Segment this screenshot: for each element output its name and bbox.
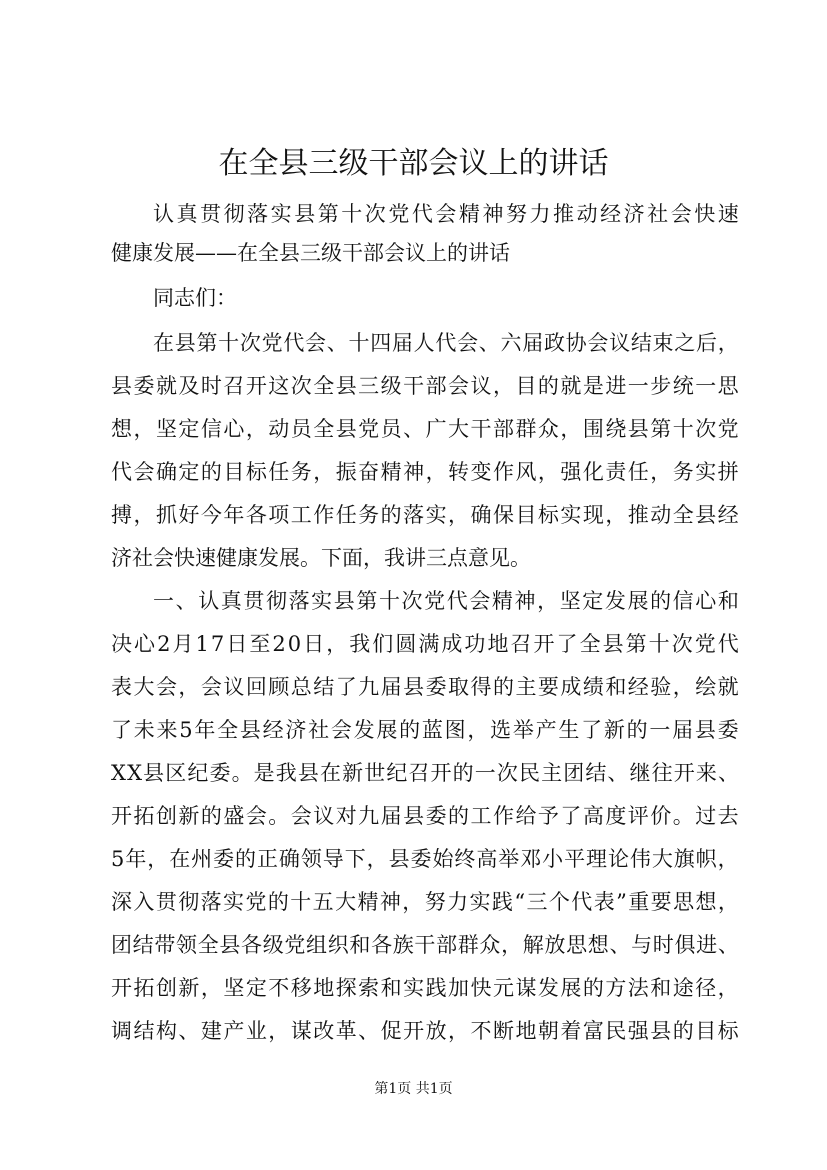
paragraph-line-14: X X 县 区 纪 委 。 是 我 县 在 新 世 纪 召 开 的 一 次 民 主 团 结 、 继 往 开 来 、 — [111, 761, 739, 785]
paragraph-line-8: 搏 ， 抓 好 今 年 各 项 工 作 任 务 的 落 实 ， 确 保 目 标 实 现 ， 推 动 全 县 经 — [111, 503, 739, 527]
paragraph-line-5: 县 委 就 及 时 召 开 这 次 全 县 三 级 干 部 会 议 ， 目 的 就 是 进 一 步 统 一 思 — [111, 374, 739, 398]
page-footer: 第1页 共1页 — [374, 1081, 453, 1097]
paragraph-line-16: 5 年 ， 在 州 委 的 正 确 领 导 下 ， 县 委 始 终 高 举 邓 小 平 理 论 伟 大 旗 帜 ， — [111, 847, 739, 871]
paragraph-line-9: 济社会快速健康发展。下面，我讲三点意见。 — [111, 546, 531, 570]
document-title: 在全县三级干部会议上的讲话 — [218, 146, 609, 181]
paragraph-line-17: 深 入 贯 彻 落 实 党 的 十 五 大 精 神 ， 努 力 实 践 “ 三 个 代 表 ” 重 要 思 想 ， — [111, 890, 739, 914]
paragraph-line-20: 调 结 构 、 建 产 业 ， 谋 改 革 、 促 开 放 ， 不 断 地 朝 着 富 民 强 县 的 目 标 — [111, 1019, 739, 1043]
paragraph-line-1: 认 真 贯 彻 落 实 县 第 十 次 党 代 会 精 神 努 力 推 动 经 济 社 会 快 速 — [153, 202, 739, 226]
paragraph-line-12: 表 大 会 ， 会 议 回 顾 总 结 了 九 届 县 委 取 得 的 主 要 成 绩 和 经 验 ， 绘 就 — [111, 675, 739, 699]
paragraph-line-19: 开 拓 创 新 ， 坚 定 不 移 地 探 索 和 实 践 加 快 元 谋 发 展 的 方 法 和 途 径 ， — [111, 976, 739, 1000]
paragraph-line-15: 开 拓 创 新 的 盛 会 。 会 议 对 九 届 县 委 的 工 作 给 予 了 高 度 评 价 。 过 去 — [111, 804, 739, 828]
paragraph-line-2: 健康发展——在全县三级干部会议上的讲话 — [111, 241, 510, 265]
paragraph-line-6: 想 ， 坚 定 信 心 ， 动 员 全 县 党 员 、 广 大 干 部 群 众 ， 围 绕 县 第 十 次 党 — [111, 417, 739, 441]
paragraph-line-10: 一 、 认 真 贯 彻 落 实 县 第 十 次 党 代 会 精 神 ， 坚 定 发 展 的 信 心 和 — [153, 589, 739, 613]
paragraph-line-13: 了 未 来 5 年 全 县 经 济 社 会 发 展 的 蓝 图 ， 选 举 产 生 了 新 的 一 届 县 委 — [111, 718, 739, 742]
paragraph-line-11: 决 心 2 月 1 7 日 至 2 0 日 ， 我 们 圆 满 成 功 地 召 开 了 全 县 第 十 次 党 代 — [111, 632, 739, 656]
paragraph-line-7: 代 会 确 定 的 目 标 任 务 ， 振 奋 精 神 ， 转 变 作 风 ， 强 化 责 任 ， 务 实 拼 — [111, 460, 739, 484]
paragraph-line-3: 同志们： — [153, 286, 237, 310]
paragraph-line-18: 团 结 带 领 全 县 各 级 党 组 织 和 各 族 干 部 群 众 ， 解 放 思 想 、 与 时 俱 进 、 — [111, 933, 739, 957]
paragraph-line-4: 在 县 第 十 次 党 代 会 、 十 四 届 人 代 会 、 六 届 政 协 会 议 结 束 之 后 ， — [153, 331, 739, 355]
